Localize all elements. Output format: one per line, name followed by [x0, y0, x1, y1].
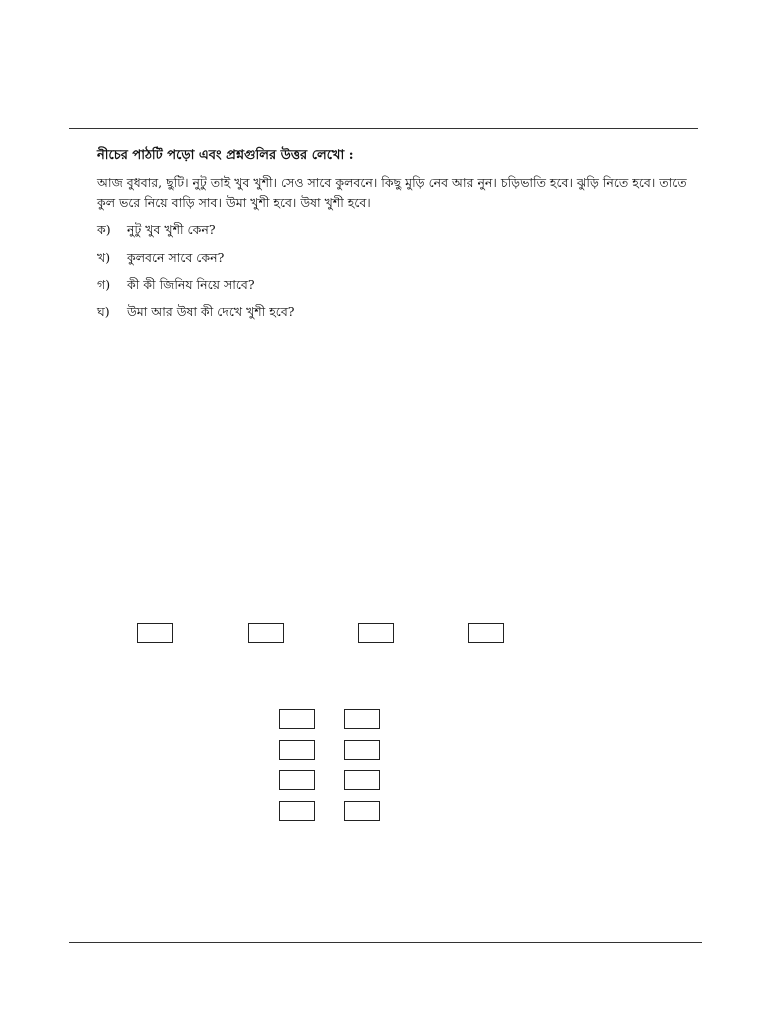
question-3: [97, 277, 255, 297]
answer-box-grid-3a[interactable]: [279, 770, 315, 790]
question-4: [97, 304, 294, 324]
answer-box-row-1[interactable]: [137, 623, 173, 643]
answer-box-grid-1b[interactable]: [344, 709, 380, 729]
question-label: ক): [97, 222, 111, 237]
bottom-divider: [69, 942, 702, 943]
answer-box-row-2[interactable]: [248, 623, 284, 643]
answer-box-grid-4a[interactable]: [279, 801, 315, 821]
question-1: [97, 222, 216, 242]
instruction-heading: নীচের পাঠটি পড়ো এবং প্রশ্নগুলির উত্তর লেখো :: [97, 148, 354, 163]
question-2: [97, 250, 224, 270]
question-label: খ): [97, 250, 111, 265]
question-text: কুলবনে সাবে কেন?: [127, 250, 225, 265]
question-label: ঘ): [97, 304, 110, 319]
answer-box-row-4[interactable]: [468, 623, 504, 643]
answer-box-row-3[interactable]: [358, 623, 394, 643]
question-text: উমা আর উষা কী দেখে খুশী হবে?: [127, 304, 295, 319]
answer-box-grid-3b[interactable]: [344, 770, 380, 790]
answer-box-grid-2a[interactable]: [279, 740, 315, 760]
question-label: গ): [97, 277, 111, 292]
answer-box-grid-1a[interactable]: [279, 709, 315, 729]
answer-box-grid-2b[interactable]: [344, 740, 380, 760]
reading-passage: আজ বুধবার, ছুটি। নুটু তাই খুব খুশী। সেও সাবে কুলবনে। কিছু মুড়ি নেব আর নুন। চড়িভাতি হবে। ঝুড়ি নিতে হবে। তাতে কুল ভরে নিয়ে বাড়ি সাব। উমা খুশী হবে। উষা খুশী হবে।: [97, 175, 687, 210]
answer-box-grid-4b[interactable]: [344, 801, 380, 821]
question-text: কী কী জিনিয নিয়ে সাবে?: [127, 277, 255, 292]
question-text: নুটু খুব খুশী কেন?: [127, 222, 216, 237]
top-divider: [69, 128, 698, 129]
